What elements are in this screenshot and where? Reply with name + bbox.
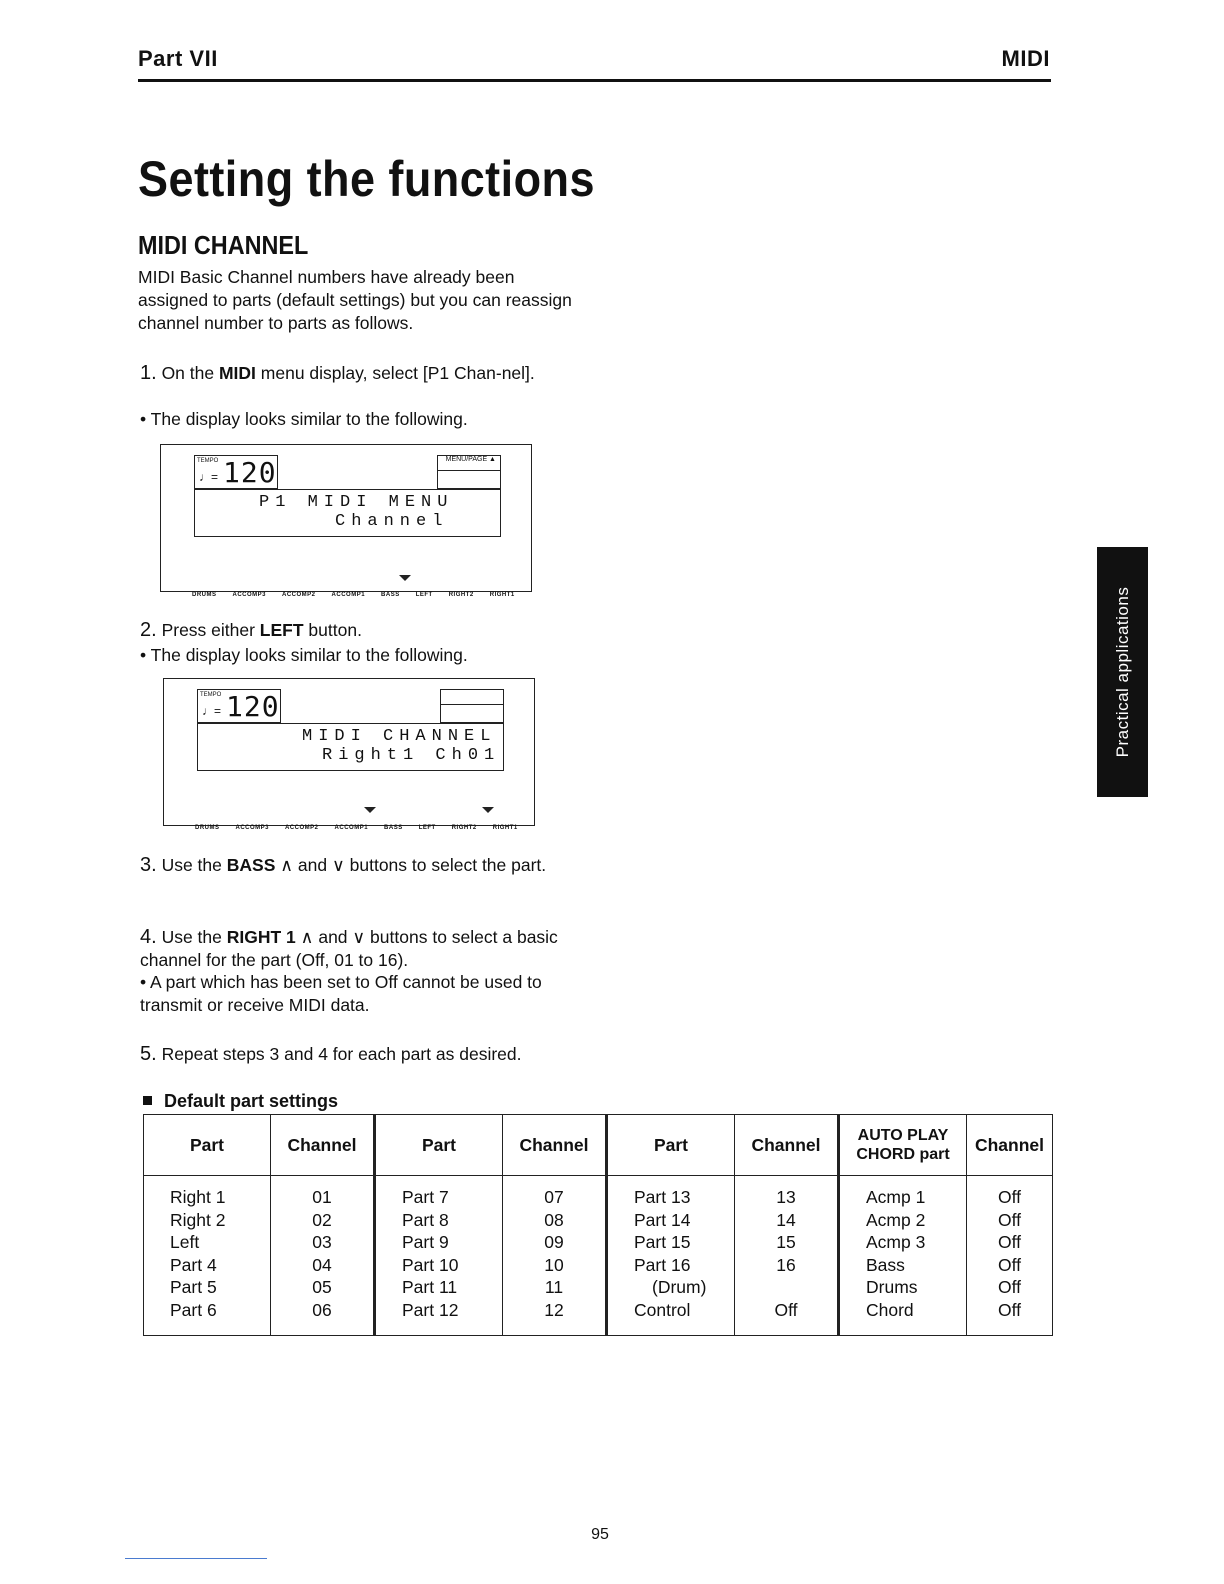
table-cell: 04 — [312, 1254, 332, 1275]
step-1 — [140, 362, 580, 385]
page-title: Setting the functions — [138, 151, 595, 207]
col-channels-4 — [967, 1176, 1053, 1336]
menu-page-label: MENU/PAGE ▲ — [438, 456, 500, 471]
table-cell: Off — [997, 1299, 1022, 1320]
table-cell: Part 6 — [170, 1299, 217, 1320]
step-bold: LEFT — [259, 620, 304, 640]
table-cell: 13 — [776, 1187, 796, 1207]
col-channels-1 — [271, 1176, 375, 1336]
step-text: ∧ and ∨ buttons to select a basic channel for the part (Off, 01 to 16). — [140, 927, 558, 970]
col-channels-3 — [735, 1176, 839, 1336]
table-cell: Acmp 1 — [866, 1187, 926, 1207]
step-text: menu display, select [P1 Chan-nel]. — [255, 363, 535, 383]
page-number: 95 — [591, 1526, 609, 1543]
strip-label-right2: RIGHT2 — [448, 592, 474, 598]
table-cell: Part 10 — [402, 1254, 459, 1275]
table-cell: Part 5 — [170, 1277, 217, 1298]
header-auto-play: AUTO PLAY — [857, 1127, 949, 1144]
table-cell: 10 — [544, 1254, 564, 1275]
step-text: Repeat steps 3 and 4 for each part as desired. — [161, 1044, 522, 1064]
table-cell: 05 — [312, 1277, 332, 1298]
step-text: ∧ and ∨ buttons to select the part. — [275, 855, 547, 875]
lcd-line-1: P1 MIDI MENU — [259, 493, 454, 512]
step-text: button. — [303, 620, 362, 640]
table-cell: Part 4 — [170, 1254, 217, 1275]
strip-label-right1: RIGHT1 — [492, 825, 518, 831]
table-cell — [736, 1276, 836, 1299]
table-cell: 12 — [544, 1299, 564, 1320]
down-arrow-icon — [399, 575, 411, 581]
lcd-display-midi-channel — [163, 678, 535, 826]
col-parts-3 — [607, 1176, 735, 1336]
lcd-button-strip — [195, 825, 534, 831]
lcd-line-2: Channel — [335, 512, 449, 531]
lcd-text-area — [197, 723, 504, 771]
col-parts-1 — [144, 1176, 271, 1336]
table-header-row — [144, 1115, 1053, 1176]
step-number: 1. — [140, 362, 157, 384]
side-tab-label: Practical applications — [1113, 586, 1132, 758]
strip-label-accomp3: ACCOMP3 — [235, 825, 270, 831]
table-cell: 16 — [776, 1254, 796, 1275]
step-number: 4. — [140, 926, 157, 948]
lcd-display-midi-menu — [160, 444, 532, 592]
step-4-note: • A part which has been set to Off cannot be used to transmit or receive MIDI data. — [140, 972, 542, 1015]
strip-label-drums: DRUMS — [195, 825, 220, 831]
lcd-button-strip — [192, 592, 531, 598]
table-cell: Part 11 — [402, 1277, 458, 1298]
header-part: Part — [375, 1115, 503, 1176]
table-cell: Off — [997, 1187, 1022, 1207]
default-part-settings-table — [143, 1114, 1053, 1336]
step-5 — [140, 1043, 580, 1066]
table-cell: Part 14 — [634, 1209, 691, 1230]
table-cell: Part 16 — [634, 1254, 691, 1275]
header-channel: Channel — [735, 1115, 839, 1176]
intro-paragraph: MIDI Basic Channel numbers have already been assigned to parts (default settings) but you can reassign channel number to parts as follows. — [138, 267, 572, 333]
strip-label-accomp3: ACCOMP3 — [232, 592, 267, 598]
header-part: Part — [607, 1115, 735, 1176]
table-cell: 09 — [544, 1232, 564, 1253]
header-part: Part — [144, 1115, 271, 1176]
side-tab — [1097, 547, 1148, 797]
step-number: 3. — [140, 854, 157, 876]
step-4 — [140, 926, 580, 972]
step-bold: BASS — [226, 855, 276, 875]
step-text: Press either — [161, 620, 260, 640]
col-parts-2 — [375, 1176, 503, 1336]
table-cell: Right 2 — [170, 1209, 226, 1230]
step-text: Use the — [161, 927, 227, 947]
tempo-box — [194, 455, 278, 489]
table-cell: Part 7 — [402, 1187, 449, 1207]
table-cell: 02 — [312, 1209, 332, 1230]
step-number: 2. — [140, 619, 157, 641]
square-bullet-icon — [143, 1096, 152, 1105]
tempo-value: 120 — [226, 690, 280, 723]
table-cell: Part 15 — [634, 1232, 691, 1253]
table-cell: 14 — [776, 1209, 796, 1230]
step-bold: MIDI — [218, 363, 256, 383]
strip-label-accomp1: ACCOMP1 — [331, 592, 366, 598]
down-arrow-icon — [364, 807, 376, 813]
step-number: 5. — [140, 1043, 157, 1065]
table-cell: Off — [997, 1232, 1022, 1253]
lcd-line-2: Right1 Ch01 — [322, 746, 501, 765]
table-cell: Acmp 3 — [866, 1232, 926, 1253]
menu-page-divider — [441, 690, 503, 705]
header-channel: Channel — [967, 1115, 1053, 1176]
strip-label-left: LEFT — [415, 592, 433, 598]
table-cell: Part 9 — [402, 1232, 449, 1253]
step-1-note: • The display looks similar to the following. — [140, 409, 468, 429]
header-channel: Channel — [271, 1115, 375, 1176]
tempo-label: TEMPO — [200, 692, 222, 698]
tempo-box — [197, 689, 281, 723]
strip-label-accomp2: ACCOMP2 — [285, 825, 319, 831]
header-auto-play-chord-part — [839, 1115, 967, 1176]
tempo-eq: ♩= — [202, 704, 222, 718]
step-2 — [140, 619, 580, 642]
strip-label-bass: BASS — [381, 592, 400, 598]
menu-page-box — [440, 689, 504, 723]
lcd-line-1: MIDI CHANNEL — [302, 727, 497, 746]
tempo-eq: ♩= — [199, 470, 219, 484]
table-cell: (Drum) — [652, 1277, 707, 1298]
table-cell: Drums — [866, 1277, 918, 1298]
running-header-part: Part VII — [138, 46, 218, 71]
table-cell: Right 1 — [170, 1187, 226, 1207]
table-body-row — [144, 1176, 1053, 1336]
table-cell: 01 — [312, 1187, 332, 1207]
running-header-chapter: MIDI — [1001, 46, 1050, 71]
table-cell: Off — [997, 1277, 1022, 1298]
step-2-note: • The display looks similar to the following. — [140, 645, 468, 665]
menu-page-box — [437, 455, 501, 489]
col-parts-4 — [839, 1176, 967, 1336]
table-cell: Part 8 — [402, 1209, 449, 1230]
table-cell: 06 — [312, 1299, 332, 1320]
table-cell: Off — [774, 1299, 798, 1320]
table-cell: 08 — [544, 1209, 564, 1230]
strip-label-bass: BASS — [384, 825, 403, 831]
down-arrow-icon — [482, 807, 494, 813]
header-channel: Channel — [503, 1115, 607, 1176]
table-cell: Part 13 — [634, 1187, 691, 1207]
step-text: Use the — [161, 855, 227, 875]
header-rule — [138, 79, 1051, 82]
table-cell: Part 12 — [402, 1299, 459, 1320]
table-title — [143, 1091, 338, 1112]
section-title: MIDI CHANNEL — [138, 230, 309, 260]
table-cell: 11 — [544, 1277, 564, 1298]
strip-label-right1: RIGHT1 — [489, 592, 515, 598]
strip-label-right2: RIGHT2 — [451, 825, 477, 831]
strip-label-accomp1: ACCOMP1 — [334, 825, 369, 831]
step-3 — [140, 854, 580, 877]
tempo-label: TEMPO — [197, 458, 219, 464]
strip-label-accomp2: ACCOMP2 — [282, 592, 316, 598]
table-cell: Off — [997, 1209, 1022, 1230]
footer-line — [125, 1558, 267, 1559]
table-cell: 03 — [312, 1232, 332, 1253]
header-chord-part: CHORD part — [856, 1146, 950, 1163]
table-cell: Bass — [866, 1254, 905, 1275]
table-cell: Chord — [866, 1299, 914, 1320]
tempo-value: 120 — [223, 456, 277, 489]
lcd-text-area — [194, 489, 501, 537]
table-title-text: Default part settings — [164, 1091, 339, 1111]
strip-label-left: LEFT — [418, 825, 436, 831]
col-channels-2 — [503, 1176, 607, 1336]
step-bold: RIGHT 1 — [226, 927, 296, 947]
table-cell: Off — [997, 1254, 1022, 1275]
step-text: On the — [161, 363, 219, 383]
table-cell: Left — [170, 1232, 200, 1253]
table-cell: 15 — [776, 1232, 796, 1253]
table-cell: Acmp 2 — [866, 1209, 926, 1230]
table-cell: Control — [634, 1299, 691, 1320]
strip-label-drums: DRUMS — [192, 592, 217, 598]
table-cell: 07 — [544, 1187, 564, 1207]
